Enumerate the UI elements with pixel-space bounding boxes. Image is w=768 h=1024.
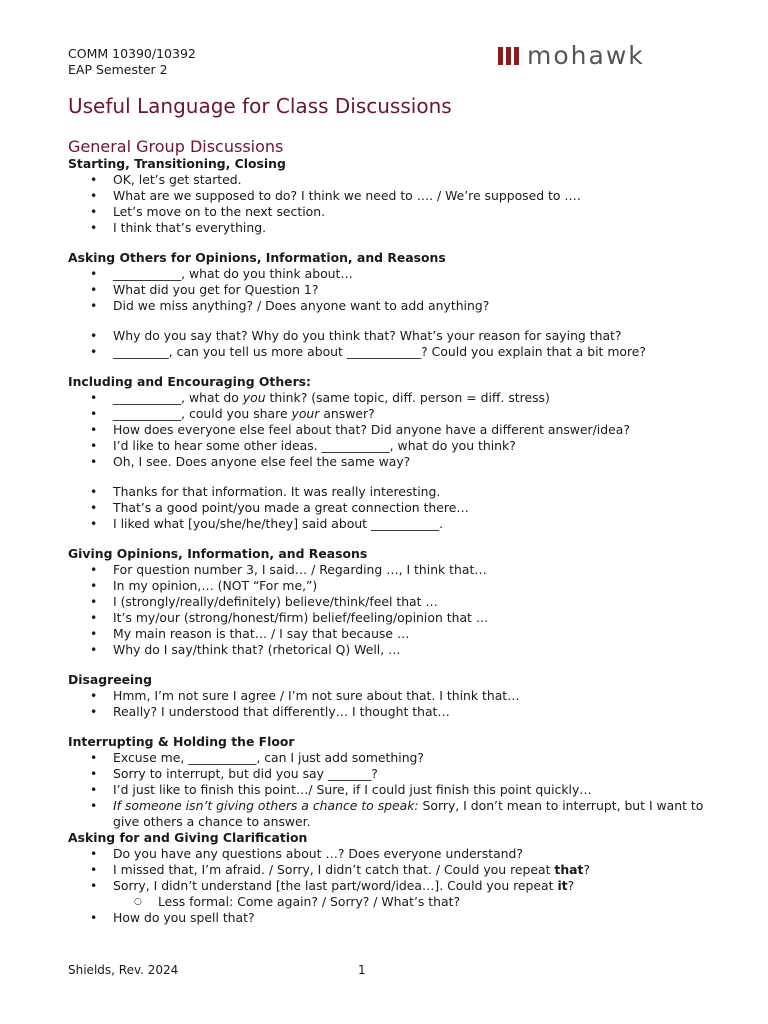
list-item: • I missed that, I’m afraid. / Sorry, I didn’t catch that. / Could you repeat that? (68, 862, 708, 878)
list-item: • That’s a good point/you made a great connection there… (68, 500, 708, 516)
section-heading-starting: Starting, Transitioning, Closing (68, 156, 286, 171)
logo-bars-icon (498, 47, 519, 65)
list-item: • Sorry to interrupt, but did you say _______? (68, 766, 708, 782)
footer-author: Shields, Rev. 2024 (68, 963, 179, 977)
list-item: • Let’s move on to the next section. (68, 204, 708, 220)
list-item: • Why do you say that? Why do you think that? What’s your reason for saying that? (68, 328, 708, 344)
list-interrupting (68, 750, 708, 830)
list-including (68, 390, 708, 470)
section-heading-interrupting: Interrupting & Holding the Floor (68, 734, 295, 749)
list-item: • Hmm, I’m not sure I agree / I’m not sure about that. I think that… (68, 688, 708, 704)
list-disagreeing (68, 688, 708, 720)
list-item: • It’s my/our (strong/honest/firm) belief/feeling/opinion that … (68, 610, 708, 626)
list-clarification (68, 846, 708, 926)
list-item: • I think that’s everything. (68, 220, 708, 236)
list-item: • OK, let’s get started. (68, 172, 708, 188)
list-giving (68, 562, 708, 658)
list-item: • How does everyone else feel about that? Did anyone have a different answer/idea? (68, 422, 708, 438)
list-item: • My main reason is that… / I say that because … (68, 626, 708, 642)
list-item: • For question number 3, I said… / Regarding …, I think that… (68, 562, 708, 578)
list-item: • I (strongly/really/definitely) believe/think/feel that … (68, 594, 708, 610)
list-item: • Oh, I see. Does anyone else feel the same way? (68, 454, 708, 470)
list-item: • What are we supposed to do? I think we need to …. / We’re supposed to …. (68, 188, 708, 204)
course-header (68, 46, 196, 78)
list-item: • ___________, what do you think? (same topic, diff. person = diff. stress) (68, 390, 708, 406)
list-item: • ___________, could you share your answer? (68, 406, 708, 422)
list-item: • Excuse me, ___________, can I just add something? (68, 750, 708, 766)
list-item: • If someone isn’t giving others a chance to speak: Sorry, I don’t mean to interrupt, but I want to give others a chance to answer. (68, 798, 708, 830)
list-item: • Why do I say/think that? (rhetorical Q) Well, … (68, 642, 708, 658)
course-code: COMM 10390/10392 (68, 46, 196, 61)
list-item: • How do you spell that? (68, 910, 708, 926)
section-heading-including: Including and Encouraging Others: (68, 374, 312, 389)
section-heading-clarification: Asking for and Giving Clarification (68, 830, 308, 845)
list-item: • _________, can you tell us more about ____________? Could you explain that a bit more? (68, 344, 708, 360)
list-item: • Thanks for that information. It was really interesting. (68, 484, 708, 500)
list-item: • Really? I understood that differently… I thought that… (68, 704, 708, 720)
list-asking-2 (68, 328, 708, 360)
list-item: • I’d like to hear some other ideas. ___________, what do you think? (68, 438, 708, 454)
list-item: • Did we miss anything? / Does anyone want to add anything? (68, 298, 708, 314)
section-heading-disagreeing: Disagreeing (68, 672, 152, 687)
list-starting (68, 172, 708, 236)
page-subtitle: General Group Discussions (68, 137, 284, 156)
document-body (68, 156, 708, 926)
page-number: 1 (358, 963, 366, 977)
list-item: • Do you have any questions about …? Does everyone understand? (68, 846, 708, 862)
list-including-2 (68, 484, 708, 532)
section-heading-asking: Asking Others for Opinions, Information, and Reasons (68, 250, 446, 265)
section-heading-giving: Giving Opinions, Information, and Reasons (68, 546, 368, 561)
mohawk-logo (498, 41, 645, 70)
list-item: • Sorry, I didn’t understand [the last part/word/idea…]. Could you repeat it? (68, 878, 708, 894)
sub-list-item: ○ Less formal: Come again? / Sorry? / What’s that? (68, 894, 708, 910)
list-item: • In my opinion,… (NOT “For me,”) (68, 578, 708, 594)
list-item: • I’d just like to finish this point…/ Sure, if I could just finish this point quickly… (68, 782, 708, 798)
page-title: Useful Language for Class Discussions (68, 94, 452, 118)
semester-label: EAP Semester 2 (68, 62, 168, 77)
list-item: • What did you get for Question 1? (68, 282, 708, 298)
logo-wordmark: mohawk (527, 41, 645, 70)
list-item: • I liked what [you/she/he/they] said about ___________. (68, 516, 708, 532)
list-item: • ___________, what do you think about… (68, 266, 708, 282)
list-asking (68, 266, 708, 314)
